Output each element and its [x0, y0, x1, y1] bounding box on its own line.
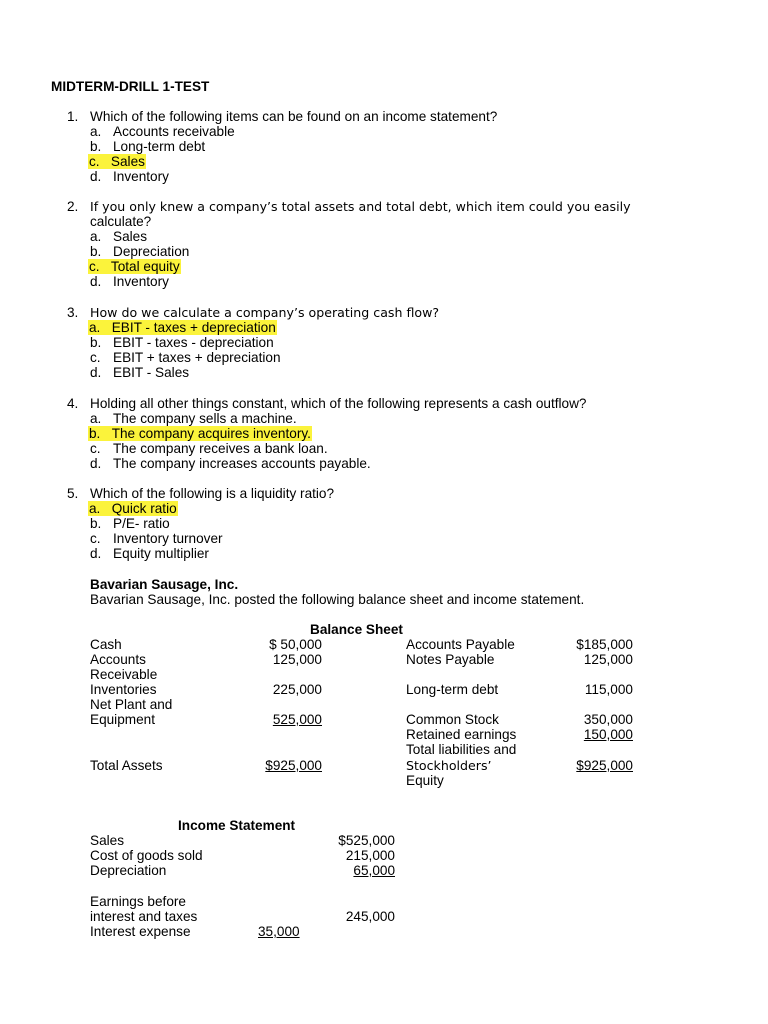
bs-value-common-stock: 350,000 [583, 712, 633, 727]
bs-value-long-term-debt: 115,000 [584, 682, 633, 697]
bs-label-total-liabilities-equity: Equity [406, 773, 444, 788]
option-label: d. [90, 365, 102, 380]
bs-value-net-plant: 525,000 [272, 712, 322, 727]
bs-value-total-liabilities-equity: $925,000 [576, 758, 633, 773]
bs-label-total-liabilities-equity: Total liabilities and [406, 742, 517, 757]
bs-value-notes-payable: 125,000 [583, 652, 633, 667]
bs-value-inventories: 225,000 [272, 682, 322, 697]
bs-value-cash: $ 50,000 [269, 637, 322, 652]
option-text: The company acquires inventory. [111, 426, 311, 441]
option-label: b. [90, 335, 102, 350]
option-label: d. [90, 546, 102, 561]
option-text: Equity multiplier [113, 546, 209, 561]
is-value-depreciation: 65,000 [353, 863, 395, 878]
option-label: c. [90, 441, 101, 456]
option-label: b. [90, 244, 102, 259]
option-label: c. [90, 350, 101, 365]
option-text: The company receives a bank loan. [113, 441, 328, 456]
option-text: Long-term debt [113, 139, 206, 154]
bs-label-notes-payable: Notes Payable [406, 652, 495, 667]
option-text: Inventory turnover [113, 531, 223, 546]
option-label: a. [90, 124, 102, 139]
is-label-ebit: interest and taxes [90, 909, 198, 924]
bs-label-common-stock: Common Stock [406, 712, 499, 727]
bs-label-net-plant: Net Plant and [90, 697, 173, 712]
bs-label-accounts-receivable: Accounts [90, 652, 146, 667]
is-value-cogs: 215,000 [345, 848, 395, 863]
bs-label-total-assets: Total Assets [90, 758, 163, 773]
option-label: c. [90, 531, 101, 546]
bs-label-retained-earnings: Retained earnings [406, 727, 517, 742]
option-text: Sales [110, 154, 145, 169]
question-number: 3. [67, 305, 79, 320]
bs-value-accounts-payable: $185,000 [576, 637, 633, 652]
bs-label-long-term-debt: Long-term debt [406, 682, 499, 697]
option-text: EBIT - taxes - depreciation [113, 335, 274, 350]
option-label: a. [90, 229, 102, 244]
question-text: Holding all other things constant, which of the following represents a cash outflow? [90, 396, 587, 411]
option-text: Total equity [110, 259, 180, 274]
option-text: The company increases accounts payable. [113, 456, 371, 471]
highlighted-answer [88, 501, 178, 516]
option-label: a. [90, 411, 102, 426]
question-text: If you only knew a company’s total assets and total debt, which item could you easily [90, 199, 631, 214]
option-label: b. [89, 426, 101, 441]
option-text: EBIT - taxes + depreciation [111, 320, 276, 335]
case-company-heading: Bavarian Sausage, Inc. [90, 577, 239, 592]
option-label: d. [90, 274, 102, 289]
bs-label-cash: Cash [90, 637, 122, 652]
case-intro: Bavarian Sausage, Inc. posted the following balance sheet and income statement. [90, 592, 585, 607]
is-label-interest-expense: Interest expense [90, 924, 191, 939]
bs-value-retained-earnings: 150,000 [583, 727, 633, 742]
bs-label-accounts-payable: Accounts Payable [406, 637, 515, 652]
highlighted-answer [88, 259, 181, 274]
option-text: Sales [113, 229, 148, 244]
question-number: 2. [67, 199, 79, 214]
option-text: EBIT + taxes + depreciation [113, 350, 281, 365]
option-label: d. [90, 456, 102, 471]
option-label: c. [89, 154, 100, 169]
bs-label-net-plant: Equipment [90, 712, 155, 727]
option-text: Inventory [113, 274, 169, 289]
highlighted-answer [88, 426, 312, 441]
option-text: Depreciation [113, 244, 190, 259]
is-label-depreciation: Depreciation [90, 863, 167, 878]
option-label: b. [90, 139, 102, 154]
bs-label-total-liabilities-equity: Stockholders’ [406, 758, 492, 773]
question-number: 4. [67, 396, 79, 411]
is-label-sales: Sales [90, 833, 125, 848]
option-label: b. [90, 516, 102, 531]
question-text: Which of the following is a liquidity ratio? [90, 486, 335, 501]
option-text: The company sells a machine. [113, 411, 297, 426]
is-value-sales: $525,000 [338, 833, 395, 848]
question-number: 1. [67, 109, 79, 124]
is-value-ebit: 245,000 [345, 909, 395, 924]
page-title: MIDTERM-DRILL 1-TEST [51, 79, 210, 94]
bs-value-total-assets: $925,000 [265, 758, 322, 773]
option-text: Inventory [113, 169, 169, 184]
option-text: P/E- ratio [113, 516, 170, 531]
bs-label-accounts-receivable: Receivable [90, 667, 158, 682]
option-text: Accounts receivable [113, 124, 235, 139]
question-text: Which of the following items can be found on an income statement? [90, 109, 498, 124]
option-label: d. [90, 169, 102, 184]
option-label: a. [89, 501, 101, 516]
question-text: How do we calculate a company’s operating cash flow? [90, 305, 440, 320]
bs-label-inventories: Inventories [90, 682, 157, 697]
is-value-interest-expense: 35,000 [258, 924, 300, 939]
highlighted-answer [88, 320, 277, 335]
balance-sheet-title: Balance Sheet [310, 622, 403, 637]
highlighted-answer [88, 154, 146, 169]
bs-value-accounts-receivable: 125,000 [272, 652, 322, 667]
option-text: Quick ratio [111, 501, 177, 516]
question-number: 5. [67, 486, 79, 501]
is-label-ebit: Earnings before [90, 894, 186, 909]
is-label-cogs: Cost of goods sold [90, 848, 203, 863]
income-statement-title: Income Statement [178, 818, 296, 833]
option-label: a. [89, 320, 101, 335]
option-label: c. [89, 259, 100, 274]
option-text: EBIT - Sales [113, 365, 190, 380]
question-text: calculate? [90, 214, 152, 229]
